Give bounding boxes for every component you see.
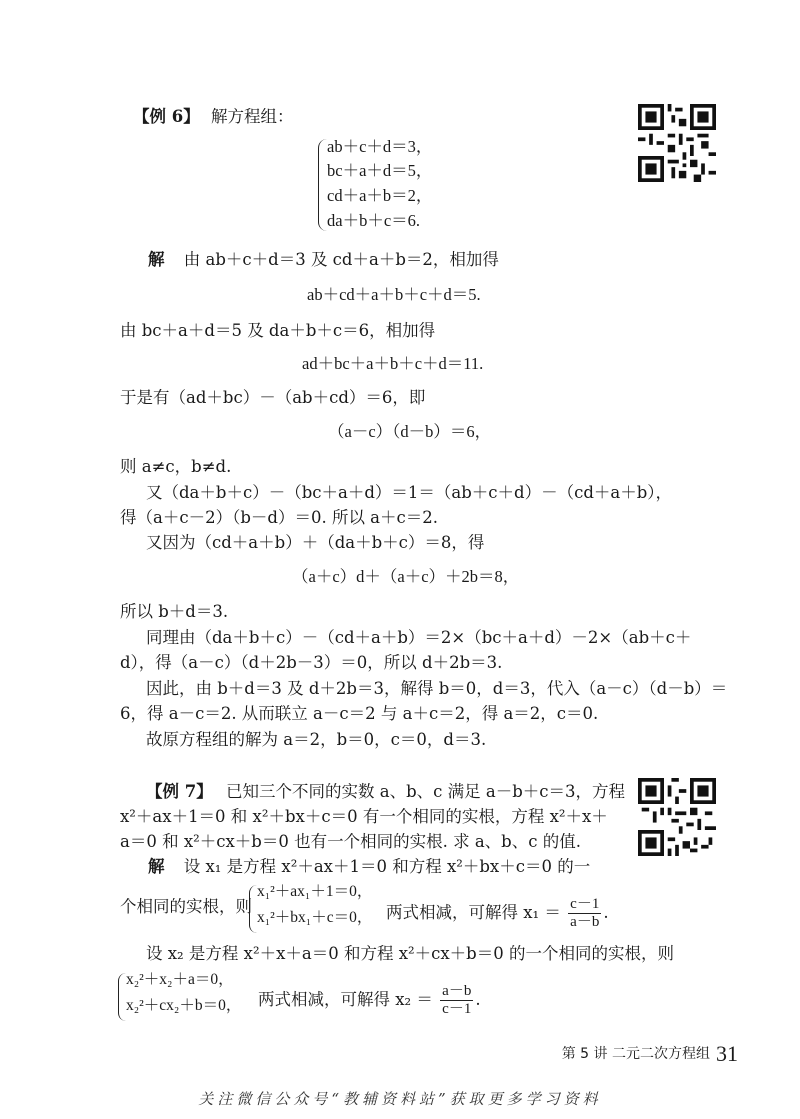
system-brace — [118, 973, 126, 1021]
solution-6-line-13: 故原方程组的解为 a＝2，b＝0，c＝0，d＝3. — [146, 730, 487, 749]
solution-7-line-2-mid: 两式相减，可解得 x₁ ＝ $\frac{c-1}{a-b}$ . — [386, 896, 609, 930]
system-eq-2: bc＋a＋d＝5， — [327, 161, 433, 180]
section-title: 第 5 讲 二元二次方程组 — [561, 1046, 710, 1062]
solution-7-line-1: 解 设 x₁ 是方程 x²＋ax＋1＝0 和方程 x²＋bx＋c＝0 的一 — [148, 857, 591, 876]
solution-6-line-9: 同理由（da＋b＋c）－（cd＋a＋b）＝2×（bc＋a＋d）－2×（ab＋c＋ — [146, 628, 692, 647]
equation-2: ad＋bc＋a＋b＋c＋d＝11. — [302, 354, 484, 373]
sys1-eq-1: x₁²＋ax₁＋1＝0， — [257, 883, 373, 900]
solution-6-line-12: 6，得 a－c＝2. 从而联立 a－c＝2 与 a＋c＝2，得 a＝2，c＝0. — [120, 704, 599, 723]
solution-6-line-2: 由 bc＋a＋d＝5 及 da＋b＋c＝6，相加得 — [120, 321, 436, 340]
example-7-label: 【例 7】 — [146, 782, 213, 801]
solution-6-line-6: 得（a＋c－2）（b－d）＝0. 所以 a＋c＝2. — [120, 508, 439, 527]
solution-6-line-3: 于是有（ad＋bc）－（ab＋cd）＝6，即 — [120, 388, 426, 407]
system-eq-3: cd＋a＋b＝2， — [327, 186, 433, 205]
system-eq-4: da＋b＋c＝6. — [327, 211, 421, 230]
sys1-eq-2: x₁²＋bx₁＋c＝0， — [257, 909, 373, 926]
solution-6-line-8: 所以 b＋d＝3. — [120, 602, 229, 621]
example-6-prompt: 解方程组： — [210, 107, 294, 126]
example-7-line-1: 【例 7】 已知三个不同的实数 a、b、c 满足 a－b＋c＝3，方程 — [146, 782, 625, 801]
page-number: 31 — [716, 1041, 738, 1066]
solution-6-line-11: 因此，由 b＋d＝3 及 d＋2b＝3，解得 b＝0，d＝3，代入（a－c）（d－b）＝ — [146, 679, 728, 698]
example-7-line-2: x²＋ax＋1＝0 和 x²＋bx＋c＝0 有一个相同的实根，方程 x²＋x＋ — [120, 807, 608, 826]
system-brace — [318, 139, 327, 231]
qr-code-icon — [638, 104, 716, 182]
equation-4: （a＋c）d＋（a＋c）＋2b＝8， — [292, 567, 520, 586]
solution-6-line-5: 又（da＋b＋c）－（bc＋a＋d）＝1＝（ab＋c＋d）－（cd＋a＋b）， — [146, 483, 673, 502]
system-eq-1: ab＋c＋d＝3， — [327, 137, 433, 156]
x2-fraction: $\frac{a-b}{c-1}$ — [442, 983, 472, 1017]
x1-fraction: $\frac{c-1}{a-b}$ — [570, 896, 600, 930]
solution-7-line-4-mid: 两式相减，可解得 x₂ ＝ $\frac{a-b}{c-1}$ . — [258, 983, 481, 1017]
watermark-note: 关注微信公众号“教辅资料站”获取更多学习资料 — [198, 1090, 602, 1108]
equation-3: （a－c）（d－b）＝6， — [328, 422, 492, 441]
qr-code-icon — [638, 778, 716, 856]
equation-1: ab＋cd＋a＋b＋c＋d＝5. — [307, 285, 481, 304]
solution-6-label: 解 — [148, 250, 165, 269]
solution-7-line-2-prefix: 个相同的实根，则 — [120, 897, 252, 916]
system-brace — [249, 885, 257, 933]
page-footer — [562, 1041, 738, 1067]
solution-7-line-3: 设 x₂ 是方程 x²＋x＋a＝0 和方程 x²＋cx＋b＝0 的一个相同的实根，则 — [146, 944, 674, 963]
solution-6-line-7: 又因为（cd＋a＋b）＋（da＋b＋c）＝8，得 — [146, 533, 485, 552]
example-7-line-3: a＝0 和 x²＋cx＋b＝0 也有一个相同的实根. 求 a、b、c 的值. — [120, 832, 581, 851]
example-6-heading — [133, 106, 293, 128]
solution-6-line-4: 则 a≠c，b≠d. — [120, 457, 232, 476]
sys2-eq-2: x₂²＋cx₂＋b＝0， — [126, 997, 242, 1014]
solution-7-label: 解 — [148, 857, 165, 876]
sys2-eq-1: x₂²＋x₂＋a＝0， — [126, 971, 234, 988]
solution-6-line-1: 解 由 ab＋c＋d＝3 及 cd＋a＋b＝2，相加得 — [148, 250, 499, 269]
example-6-label: 【例 6】 — [133, 107, 200, 126]
solution-6-line-10: d），得（a－c）（d＋2b－3）＝0，所以 d＋2b＝3. — [120, 653, 503, 672]
